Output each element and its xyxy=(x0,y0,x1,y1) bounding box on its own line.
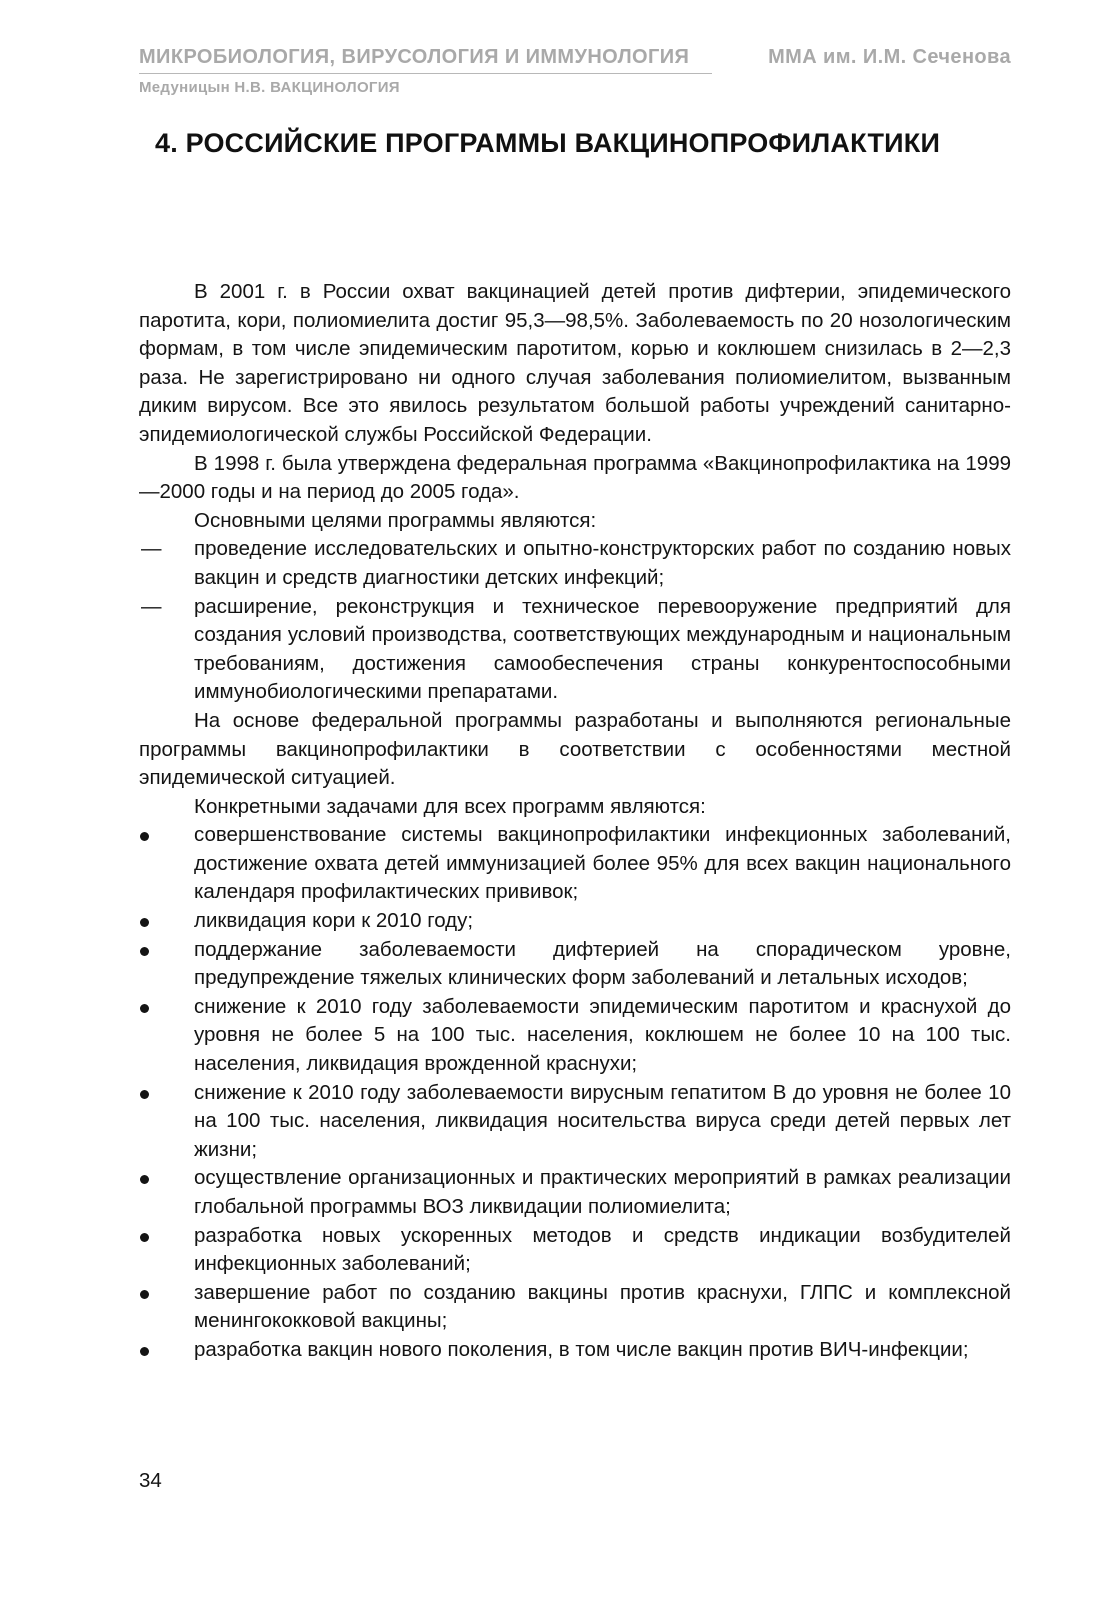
list-item-text: проведение исследовательских и опытно-конструкторских работ по созданию новых вакцин и средств диагностики детских инфекций; xyxy=(194,537,1011,589)
bullet-icon xyxy=(140,1290,149,1299)
list-item xyxy=(139,1222,1011,1279)
paragraph: Основными целями программы являются: xyxy=(194,508,597,532)
dash-marker: — xyxy=(141,594,162,618)
page-number: 34 xyxy=(139,1469,162,1492)
list-item-text: снижение к 2010 году заболеваемости вирусным гепатитом В до уровня не более 10 на 100 тыс. населения, ликвидация носительства вируса среди детей первых лет жизни; xyxy=(194,1080,1011,1161)
paragraph: На основе федеральной программы разработаны и выполняются региональные программы вакцинопрофилактики в соответствии с особенностями местной эпидемической ситуацией. xyxy=(139,708,1011,790)
dash-marker: — xyxy=(141,537,162,561)
paragraph: В 1998 г. была утверждена федеральная программа «Вакцинопрофилактика на 1999—2000 годы и на период до 2005 года». xyxy=(139,451,1011,504)
list-item xyxy=(139,993,1011,1079)
goals-list xyxy=(139,535,1011,707)
chapter-title: 4. РОССИЙСКИЕ ПРОГРАММЫ ВАКЦИНОПРОФИЛАКТИКИ xyxy=(155,128,941,158)
paragraph: В 2001 г. в России охват вакцинацией детей против дифтерии, эпидемического паротита, кори, полиомиелита достиг 95,3—98,5%. Заболеваемость по 20 нозологическим формам, в том числе эпидемическим паротитом, корью и коклюшем снизилась в 2—2,3 раза. Не зарегистрировано ни одного случая заболевания полиомиелитом, вызванным диким вирусом. Все это явилось результатом большой работы учреждений санитарно-эпидемиологической службы Российской Федерации. xyxy=(139,280,1011,446)
list-item-text: осуществление организационных и практических мероприятий в рамках реализации глобальной программы ВОЗ ликвидации полиомиелита; xyxy=(194,1166,1011,1218)
bullet-icon xyxy=(140,947,149,956)
list-item xyxy=(139,1279,1011,1336)
list-item-text: расширение, реконструкция и техническое перевооружение предприятий для создания условий производства, соответствующих международным и национальным требованиям, достижения самообеспечения страны конкурентоспособными иммунобиологическими препаратами. xyxy=(194,594,1011,704)
list-item-text: снижение к 2010 году заболеваемости эпидемическим паротитом и краснухой до уровня не более 5 на 100 тыс. населения, коклюшем не более 10 на 100 тыс. населения, ликвидация врожденной краснухи; xyxy=(194,994,1011,1076)
bullet-icon xyxy=(140,832,149,841)
body-text xyxy=(139,278,1011,1365)
list-item xyxy=(139,1336,1011,1365)
bullet-icon xyxy=(140,1090,149,1099)
list-item xyxy=(139,1164,1011,1221)
paragraph: Конкретными задачами для всех программ являются: xyxy=(194,794,706,818)
list-item-text: ликвидация кори к 2010 году; xyxy=(194,909,474,933)
tasks-list xyxy=(139,821,1011,1364)
list-item xyxy=(139,907,1011,936)
header-rule xyxy=(139,73,712,74)
list-item-text: поддержание заболеваемости дифтерией на спорадическом уровне, предупреждение тяжелых клинических форм заболеваний и летальных исходов; xyxy=(194,937,1011,990)
header-right-title: ММА им. И.М. Сеченова xyxy=(768,46,1011,68)
header-left-title: МИКРОБИОЛОГИЯ, ВИРУСОЛОГИЯ И ИММУНОЛОГИЯ xyxy=(139,46,690,68)
list-item xyxy=(139,535,1011,592)
bullet-icon xyxy=(140,1004,149,1013)
list-item-text: совершенствование системы вакцинопрофилактики инфекционных заболеваний, достижение охвата детей иммунизацией более 95% для всех вакцин национального календаря профилактических прививок; xyxy=(194,823,1011,904)
list-item xyxy=(139,1079,1011,1165)
bullet-icon xyxy=(140,1175,149,1184)
bullet-icon xyxy=(140,1233,149,1242)
bullet-icon xyxy=(140,1347,149,1356)
list-item xyxy=(139,593,1011,707)
list-item-text: разработка вакцин нового поколения, в том числе вакцин против ВИЧ-инфекции; xyxy=(194,1337,969,1361)
header-subtitle: Медуницын Н.В. ВАКЦИНОЛОГИЯ xyxy=(139,79,400,96)
list-item-text: разработка новых ускоренных методов и средств индикации возбудителей инфекционных заболеваний; xyxy=(194,1223,1011,1276)
list-item xyxy=(139,821,1011,907)
running-header xyxy=(139,46,1011,69)
list-item xyxy=(139,936,1011,993)
bullet-icon xyxy=(140,918,149,927)
list-item-text: завершение работ по созданию вакцины против краснухи, ГЛПС и комплексной менингококковой вакцины; xyxy=(194,1280,1011,1333)
